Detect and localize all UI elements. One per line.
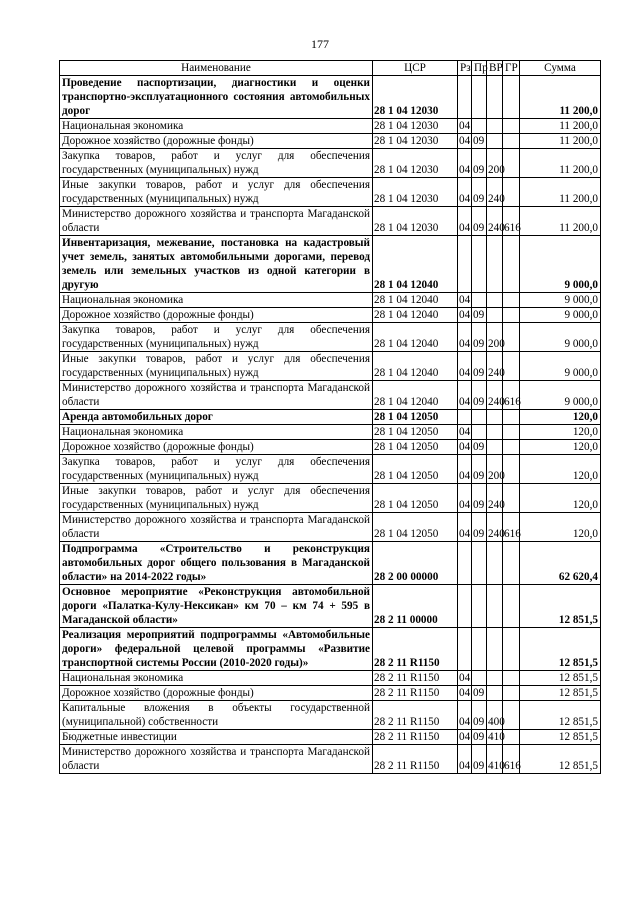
cell-csr: 28 1 04 12050 [373, 484, 458, 513]
cell-name: Закупка товаров, работ и услуг для обеспечения государственных (муниципальных) нужд [60, 149, 373, 178]
cell-rz [458, 542, 472, 585]
cell-name: Министерство дорожного хозяйства и транспорта Магаданской области [60, 513, 373, 542]
table-row [60, 149, 601, 178]
cell-sum: 12 851,5 [520, 686, 601, 701]
header-vr: ВР [487, 61, 503, 76]
cell-name: Инвентаризация, межевание, постановка на кадастровый учет земель, занятых автомобильными дорогами, перевод земель или земельных участков из одной категории в другую [60, 236, 373, 293]
cell-csr: 28 1 04 12050 [373, 455, 458, 484]
cell-vr [487, 585, 503, 628]
cell-rz: 04 [458, 701, 472, 730]
cell-pr: 09 [472, 455, 487, 484]
cell-rz: 04 [458, 323, 472, 352]
cell-csr: 28 1 04 12050 [373, 425, 458, 440]
cell-rz: 04 [459, 309, 471, 321]
cell-vr: 200 [487, 323, 503, 352]
table-row [60, 455, 601, 484]
cell-name: Реализация мероприятий подпрограммы «Автомобильные дороги» федеральной целевой программы «Развитие транспортной системы России (2010-2020 годы)» [60, 628, 373, 671]
cell-gr: 616 [503, 381, 520, 410]
header-rz: Рз [458, 61, 472, 76]
cell-sum: 120,0 [520, 425, 601, 440]
cell-rz: 04 [459, 426, 471, 438]
table-row [60, 440, 601, 455]
cell-rz: 04 [458, 149, 472, 178]
cell-gr [503, 585, 520, 628]
table-row [60, 484, 601, 513]
cell-gr [503, 76, 520, 119]
cell-csr: 28 2 11 R1150 [373, 671, 458, 686]
cell-csr: 28 2 11 R1150 [373, 686, 458, 701]
cell-sum: 11 200,0 [520, 207, 601, 236]
cell-rz [458, 236, 472, 293]
cell-vr: 400 [487, 701, 503, 730]
cell-gr: 616 [503, 207, 520, 236]
cell-vr [487, 293, 503, 308]
cell-csr: 28 2 11 00000 [373, 585, 458, 628]
cell-pr [472, 293, 487, 308]
cell-name: Национальная экономика [60, 425, 373, 440]
cell-sum: 120,0 [520, 440, 601, 455]
header-name: Наименование [60, 61, 373, 76]
table-row [60, 207, 601, 236]
cell-pr [472, 76, 487, 119]
cell-rz: 04 [459, 294, 471, 306]
cell-gr [503, 440, 520, 455]
cell-rz: 04 [459, 731, 471, 743]
cell-pr [472, 119, 487, 134]
cell-pr: 09 [472, 701, 487, 730]
cell-csr: 28 1 04 12040 [373, 293, 458, 308]
cell-name: Национальная экономика [60, 293, 373, 308]
cell-gr: 616 [503, 513, 520, 542]
cell-rz: 04 [458, 484, 472, 513]
cell-rz: 04 [459, 120, 471, 132]
cell-vr: 410 [487, 745, 503, 774]
cell-sum: 120,0 [520, 484, 601, 513]
table-row [60, 513, 601, 542]
table-row [60, 745, 601, 774]
cell-sum: 11 200,0 [520, 119, 601, 134]
cell-pr: 09 [472, 134, 487, 149]
cell-csr: 28 1 04 12030 [373, 134, 458, 149]
cell-gr [503, 149, 520, 178]
table-row [60, 686, 601, 701]
table-row [60, 293, 601, 308]
cell-name: Бюджетные инвестиции [60, 730, 373, 745]
table-row [60, 542, 601, 585]
cell-gr: 616 [503, 745, 520, 774]
cell-rz: 04 [458, 207, 472, 236]
cell-gr [503, 484, 520, 513]
cell-sum: 11 200,0 [520, 178, 601, 207]
cell-name: Национальная экономика [60, 119, 373, 134]
table-body [60, 76, 601, 774]
page-number: 177 [311, 37, 329, 51]
cell-pr: 09 [472, 323, 487, 352]
cell-gr [503, 628, 520, 671]
cell-sum: 9 000,0 [520, 381, 601, 410]
cell-pr: 09 [472, 513, 487, 542]
table-row [60, 76, 601, 119]
table-row [60, 352, 601, 381]
cell-vr [487, 119, 503, 134]
cell-gr [503, 671, 520, 686]
table-row [60, 134, 601, 149]
cell-csr: 28 1 04 12050 [373, 513, 458, 542]
cell-rz [458, 410, 472, 425]
cell-sum: 12 851,5 [520, 671, 601, 686]
cell-csr: 28 2 11 R1150 [373, 701, 458, 730]
table-row [60, 308, 601, 323]
cell-csr: 28 2 00 00000 [373, 542, 458, 585]
cell-pr [472, 671, 487, 686]
cell-sum: 120,0 [520, 513, 601, 542]
cell-name: Дорожное хозяйство (дорожные фонды) [60, 686, 373, 701]
cell-gr [503, 425, 520, 440]
cell-pr [472, 425, 487, 440]
cell-rz [458, 585, 472, 628]
cell-rz [458, 76, 472, 119]
cell-name: Национальная экономика [60, 671, 373, 686]
cell-name: Закупка товаров, работ и услуг для обеспечения государственных (муниципальных) нужд [60, 455, 373, 484]
cell-rz: 04 [459, 687, 471, 699]
cell-name: Аренда автомобильных дорог [60, 410, 373, 425]
cell-pr: 09 [472, 178, 487, 207]
cell-rz: 04 [458, 455, 472, 484]
cell-sum: 11 200,0 [520, 134, 601, 149]
cell-sum: 12 851,5 [520, 730, 601, 745]
cell-csr: 28 1 04 12040 [373, 352, 458, 381]
cell-vr: 240 [487, 352, 503, 381]
table-row [60, 178, 601, 207]
cell-name: Капитальные вложения в объекты государственной (муниципальной) собственности [60, 701, 373, 730]
cell-vr [487, 671, 503, 686]
cell-rz [458, 628, 472, 671]
table-row [60, 236, 601, 293]
cell-pr: 09 [472, 149, 487, 178]
cell-sum: 120,0 [520, 410, 601, 425]
table-row [60, 410, 601, 425]
cell-csr: 28 1 04 12030 [373, 207, 458, 236]
cell-pr [472, 236, 487, 293]
table-row [60, 425, 601, 440]
cell-gr [503, 410, 520, 425]
cell-csr: 28 1 04 12040 [373, 236, 458, 293]
cell-sum: 11 200,0 [520, 149, 601, 178]
cell-gr [503, 701, 520, 730]
cell-csr: 28 1 04 12040 [373, 308, 458, 323]
cell-sum: 11 200,0 [520, 76, 601, 119]
cell-pr: 09 [472, 352, 487, 381]
cell-name: Министерство дорожного хозяйства и транспорта Магаданской области [60, 207, 373, 236]
cell-name: Дорожное хозяйство (дорожные фонды) [60, 308, 373, 323]
cell-sum: 12 851,5 [520, 628, 601, 671]
cell-pr: 09 [472, 745, 487, 774]
cell-gr [503, 542, 520, 585]
cell-pr: 09 [472, 207, 487, 236]
table-row [60, 628, 601, 671]
cell-gr [503, 236, 520, 293]
cell-name: Дорожное хозяйство (дорожные фонды) [60, 134, 373, 149]
cell-pr [472, 410, 487, 425]
cell-sum: 9 000,0 [520, 323, 601, 352]
cell-vr: 240 [487, 381, 503, 410]
cell-rz: 04 [458, 352, 472, 381]
cell-csr: 28 1 04 12050 [373, 410, 458, 425]
table-row [60, 671, 601, 686]
cell-gr [503, 730, 520, 745]
cell-vr: 240 [487, 207, 503, 236]
cell-sum: 62 620,4 [520, 542, 601, 585]
cell-csr: 28 1 04 12040 [373, 323, 458, 352]
cell-pr: 09 [472, 686, 487, 701]
cell-vr [487, 542, 503, 585]
cell-vr [487, 425, 503, 440]
cell-rz: 04 [458, 513, 472, 542]
cell-vr [487, 440, 503, 455]
cell-gr [503, 352, 520, 381]
cell-vr [487, 628, 503, 671]
cell-vr [487, 686, 503, 701]
cell-vr: 240 [487, 484, 503, 513]
cell-rz: 04 [458, 745, 472, 774]
table-row [60, 730, 601, 745]
cell-sum: 120,0 [520, 455, 601, 484]
cell-vr: 200 [487, 149, 503, 178]
cell-sum: 9 000,0 [520, 293, 601, 308]
cell-pr [472, 628, 487, 671]
cell-vr [487, 134, 503, 149]
table-header-row [60, 61, 601, 76]
cell-csr: 28 1 04 12030 [373, 178, 458, 207]
header-sum: Сумма [520, 61, 601, 76]
cell-sum: 9 000,0 [520, 308, 601, 323]
cell-csr: 28 1 04 12030 [373, 149, 458, 178]
cell-vr [487, 236, 503, 293]
table-row [60, 701, 601, 730]
table-row [60, 585, 601, 628]
cell-vr: 240 [487, 513, 503, 542]
cell-sum: 9 000,0 [520, 352, 601, 381]
cell-name: Проведение паспортизации, диагностики и оценки транспортно-эксплуатационного состояния автомобильных дорог [60, 76, 373, 119]
cell-name: Министерство дорожного хозяйства и транспорта Магаданской области [60, 745, 373, 774]
cell-gr [503, 134, 520, 149]
cell-pr: 09 [472, 381, 487, 410]
cell-csr: 28 1 04 12050 [373, 440, 458, 455]
cell-csr: 28 2 11 R1150 [373, 745, 458, 774]
cell-gr [503, 455, 520, 484]
cell-csr: 28 1 04 12030 [373, 76, 458, 119]
cell-csr: 28 1 04 12030 [373, 119, 458, 134]
cell-name: Основное мероприятие «Реконструкция автомобильной дороги «Палатка-Кулу-Нексикан» км 70 – км 74 + 595 в Магаданской области» [60, 585, 373, 628]
table-row [60, 381, 601, 410]
cell-csr: 28 1 04 12040 [373, 381, 458, 410]
cell-pr: 09 [472, 730, 487, 745]
cell-vr [487, 308, 503, 323]
table-row [60, 119, 601, 134]
cell-vr: 200 [487, 455, 503, 484]
table-row [60, 323, 601, 352]
cell-rz: 04 [459, 135, 471, 147]
cell-pr [472, 542, 487, 585]
cell-pr: 09 [472, 440, 487, 455]
cell-sum: 12 851,5 [520, 701, 601, 730]
cell-name: Дорожное хозяйство (дорожные фонды) [60, 440, 373, 455]
header-csr: ЦСР [373, 61, 458, 76]
cell-gr [503, 323, 520, 352]
cell-csr: 28 2 11 R1150 [373, 628, 458, 671]
cell-csr: 28 2 11 R1150 [373, 730, 458, 745]
cell-rz: 04 [459, 672, 471, 684]
cell-gr [503, 686, 520, 701]
cell-rz: 04 [458, 381, 472, 410]
cell-name: Министерство дорожного хозяйства и транспорта Магаданской области [60, 381, 373, 410]
header-pr: Пр [472, 61, 487, 76]
cell-sum: 12 851,5 [520, 585, 601, 628]
cell-sum: 9 000,0 [520, 236, 601, 293]
header-gr: ГР [503, 61, 520, 76]
cell-gr [503, 119, 520, 134]
cell-name: Иные закупки товаров, работ и услуг для обеспечения государственных (муниципальных) нужд [60, 352, 373, 381]
cell-pr: 09 [472, 484, 487, 513]
cell-pr: 09 [472, 308, 487, 323]
cell-gr [503, 293, 520, 308]
cell-name: Подпрограмма «Строительство и реконструкция автомобильных дорог общего пользования в Магаданской области» на 2014-2022 годы» [60, 542, 373, 585]
cell-pr [472, 585, 487, 628]
cell-vr [487, 76, 503, 119]
cell-vr: 240 [487, 178, 503, 207]
budget-table [59, 60, 601, 774]
cell-rz: 04 [458, 178, 472, 207]
cell-sum: 12 851,5 [520, 745, 601, 774]
cell-gr [503, 308, 520, 323]
cell-vr [487, 410, 503, 425]
cell-name: Закупка товаров, работ и услуг для обеспечения государственных (муниципальных) нужд [60, 323, 373, 352]
cell-rz: 04 [459, 441, 471, 453]
cell-gr [503, 178, 520, 207]
cell-vr: 410 [488, 731, 505, 743]
cell-name: Иные закупки товаров, работ и услуг для обеспечения государственных (муниципальных) нужд [60, 178, 373, 207]
cell-name: Иные закупки товаров, работ и услуг для обеспечения государственных (муниципальных) нужд [60, 484, 373, 513]
